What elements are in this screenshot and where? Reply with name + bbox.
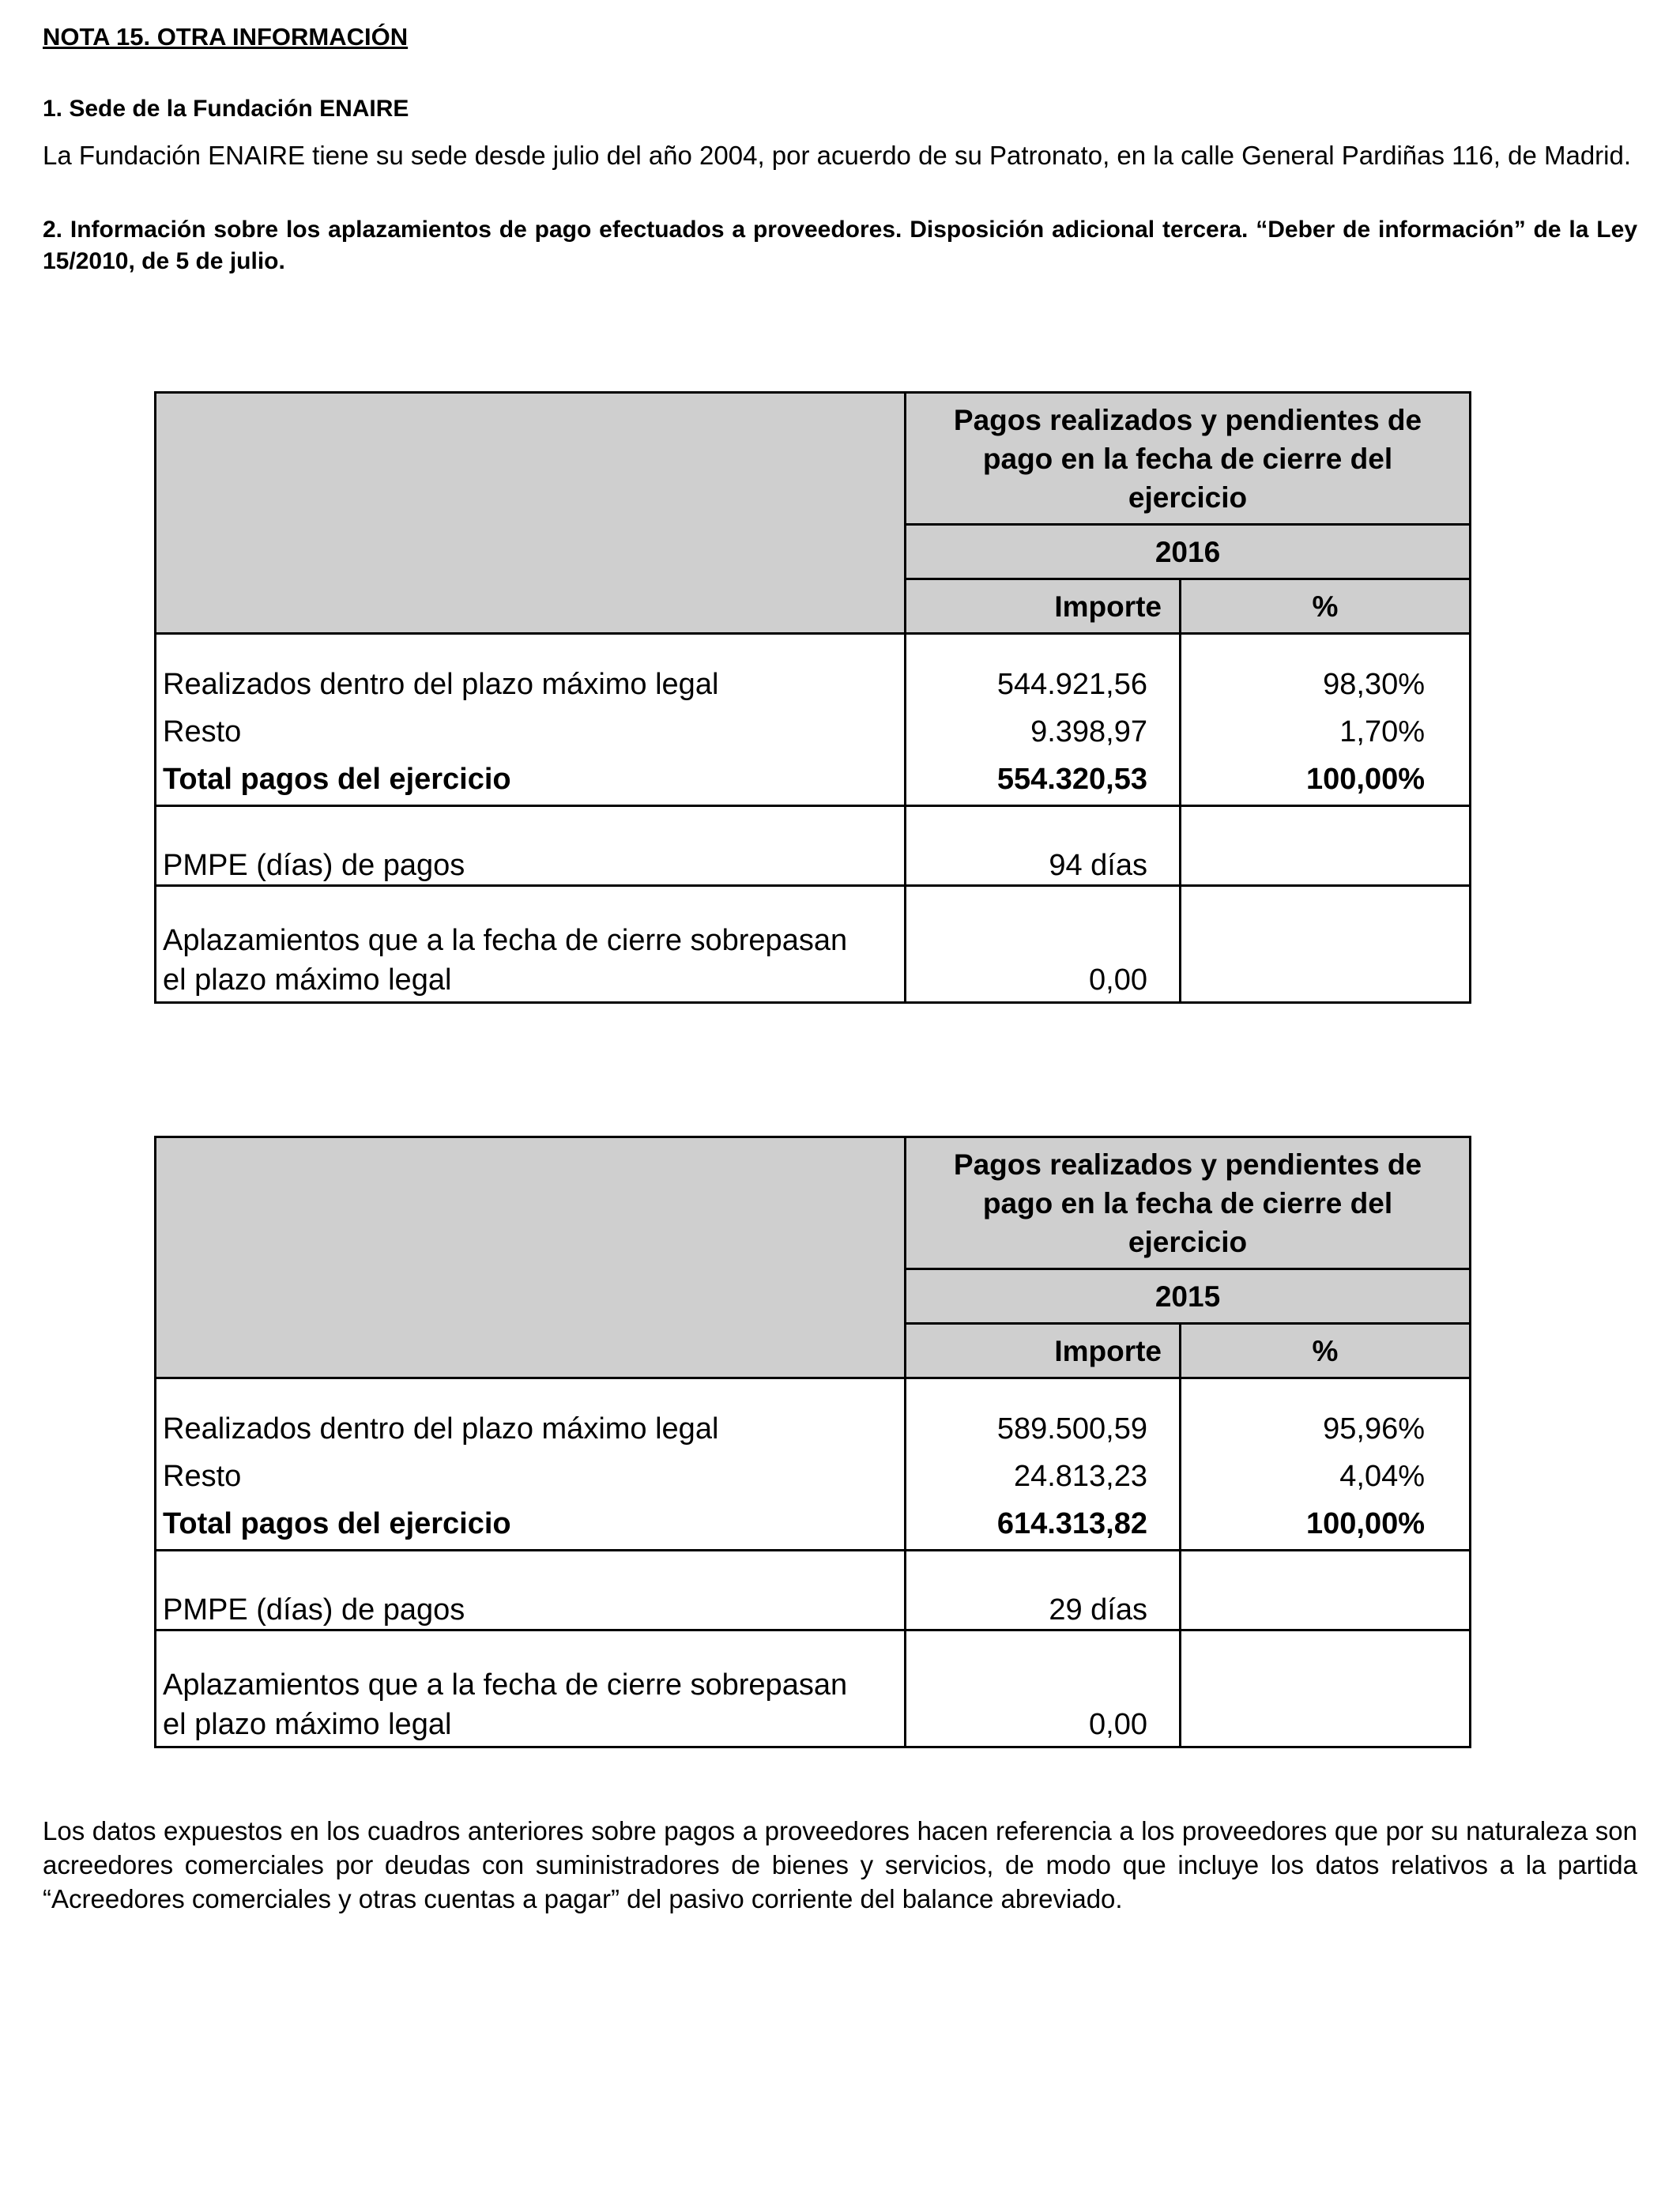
payments-table-2015 (154, 1136, 1471, 1748)
aplazamientos-label-line-1: Aplazamientos que a la fecha de cierre sobrepasan (163, 924, 848, 957)
payments-table-2016 (154, 391, 1471, 1004)
row-total-amount: 614.313,82 (996, 1507, 1147, 1540)
row-within-label: Realizados dentro del plazo máximo legal (163, 1412, 719, 1446)
payments-row-labels (156, 634, 906, 806)
row-rest-label: Resto (163, 715, 242, 748)
row-total-amount: 554.320,53 (996, 763, 1147, 796)
row-within-pct: 98,30% (1323, 668, 1426, 701)
section-1-heading: 1. Sede de la Fundación ENAIRE (43, 96, 409, 122)
pmpe-value: 29 días (906, 1551, 1181, 1630)
row-within-label: Realizados dentro del plazo máximo legal (163, 668, 719, 701)
row-rest-pct: 4,04% (1339, 1460, 1426, 1493)
row-total-pct: 100,00% (1306, 1507, 1426, 1540)
row-within-pct: 95,96% (1323, 1412, 1426, 1446)
aplazamientos-value: 0,00 (906, 1630, 1181, 1747)
payments-row-percents (1181, 634, 1471, 806)
payments-row-amounts (906, 1378, 1181, 1551)
pmpe-pct-empty (1181, 806, 1471, 886)
pmpe-pct-empty (1181, 1551, 1471, 1630)
row-total-label: Total pagos del ejercicio (163, 1507, 511, 1540)
row-rest-amount: 24.813,23 (1013, 1460, 1147, 1493)
row-rest-amount: 9.398,97 (1030, 715, 1147, 748)
aplazamientos-pct-empty (1181, 886, 1471, 1003)
row-within-amount: 589.500,59 (996, 1412, 1147, 1446)
row-total-pct: 100,00% (1306, 763, 1426, 796)
note-title: NOTA 15. OTRA INFORMACIÓN (43, 23, 409, 51)
payments-row-amounts (906, 634, 1181, 806)
pmpe-label: PMPE (días) de pagos (156, 806, 906, 886)
table-header-blank (156, 1137, 906, 1378)
aplazamientos-pct-empty (1181, 1630, 1471, 1747)
section-2-heading: 2. Información sobre los aplazamientos de pago efectuados a proveedores. Disposición adicional tercera. “Deber de información” de la Ley 15/2010, de 5 de julio. (43, 217, 1637, 274)
aplazamientos-value: 0,00 (906, 886, 1181, 1003)
aplazamientos-label-line-1: Aplazamientos que a la fecha de cierre sobrepasan (163, 1668, 848, 1702)
row-within-amount: 544.921,56 (996, 668, 1147, 701)
column-header-pct: % (1181, 579, 1471, 634)
payments-row-percents (1181, 1378, 1471, 1551)
table-header-blank (156, 393, 906, 634)
column-header-pct: % (1181, 1324, 1471, 1378)
column-header-importe: Importe (906, 1324, 1181, 1378)
column-header-importe: Importe (906, 579, 1181, 634)
table-header-year: 2015 (906, 1269, 1471, 1324)
pmpe-label: PMPE (días) de pagos (156, 1551, 906, 1630)
aplazamientos-label-line-2: el plazo máximo legal (163, 963, 452, 997)
aplazamientos-label (156, 1630, 906, 1747)
closing-paragraph: Los datos expuestos en los cuadros anteriores sobre pagos a proveedores hacen referencia a los proveedores que por su naturaleza son acreedores comerciales por deudas con suministradores de bienes y servicios, de modo que incluye los datos relativos a la partida “Acreedores comerciales y otras cuentas a pagar” del pasivo corriente del balance abreviado. (43, 1816, 1637, 1913)
pmpe-value: 94 días (906, 806, 1181, 886)
section-1-text: La Fundación ENAIRE tiene su sede desde julio del año 2004, por acuerdo de su Patronato, en la calle General Pardiñas 116, de Madrid. (43, 141, 1632, 170)
row-total-label: Total pagos del ejercicio (163, 763, 511, 796)
table-header-title: Pagos realizados y pendientes de pago en la fecha de cierre del ejercicio (906, 393, 1471, 525)
table-header-year: 2016 (906, 525, 1471, 579)
aplazamientos-label-line-2: el plazo máximo legal (163, 1708, 452, 1741)
table-header-title: Pagos realizados y pendientes de pago en la fecha de cierre del ejercicio (906, 1137, 1471, 1269)
aplazamientos-label (156, 886, 906, 1003)
document-page (43, 17, 1637, 277)
row-rest-pct: 1,70% (1339, 715, 1426, 748)
payments-row-labels (156, 1378, 906, 1551)
row-rest-label: Resto (163, 1460, 242, 1493)
